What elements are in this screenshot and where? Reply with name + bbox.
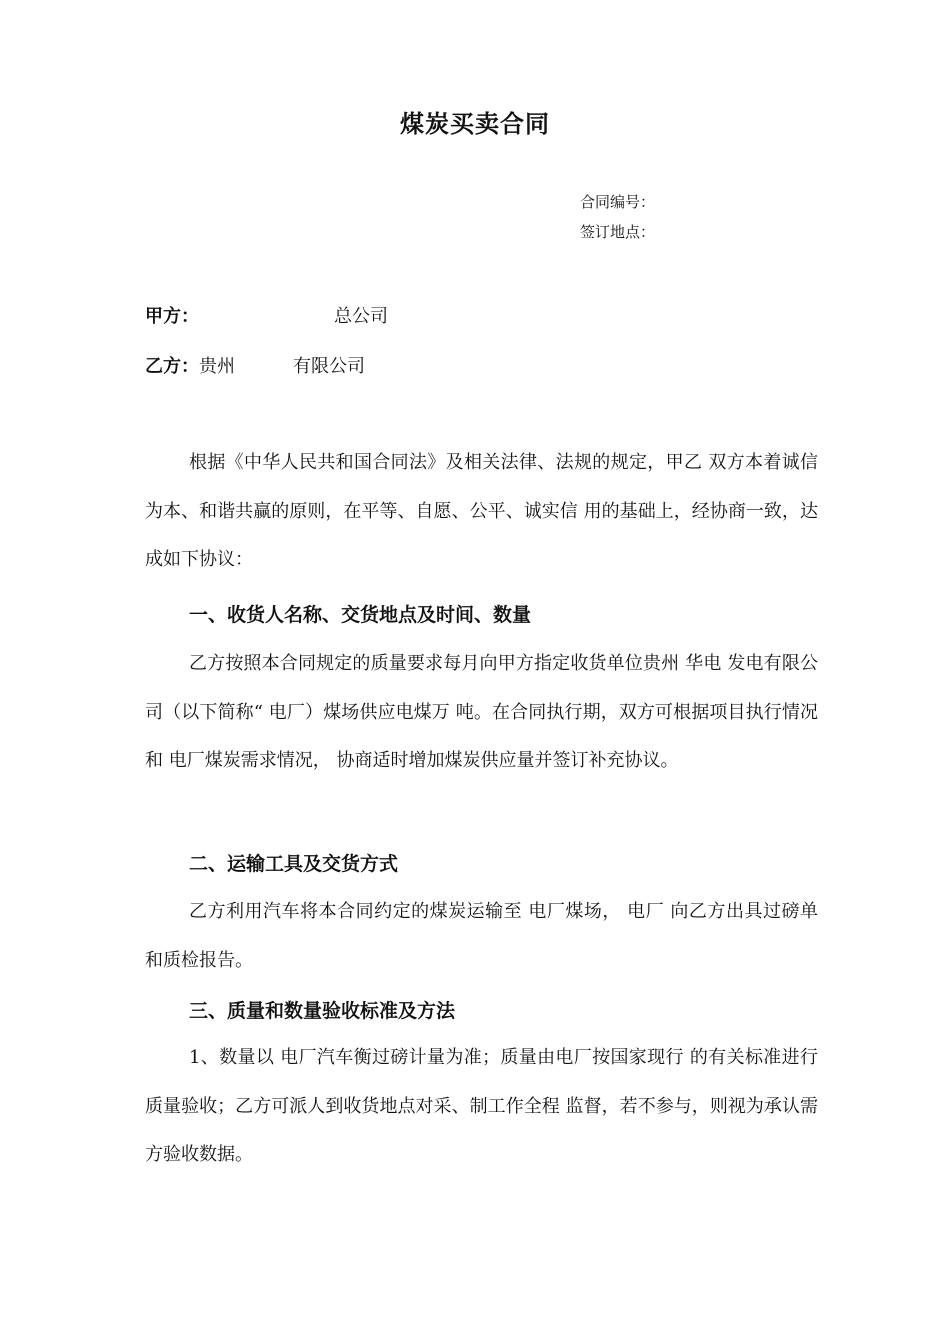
intro-paragraph: 根据《中华人民共和国合同法》及相关法律、法规的规定，甲乙 双方本着诚信为本、和谐共赢的原则，在平等、自愿、公平、诚实信 用的基础上，经协商一致，达成如下协议： <box>145 452 818 570</box>
section-3-body: 1、数量以 电厂汽车衡过磅计量为准；质量由电厂按国家现行 的有关标准进行质量验收；乙方可派人到收货地点对采、制工作全程 监督，若不参与，则视为承认需方验收数据。 <box>145 1047 818 1165</box>
party-b-prefix: 贵州 <box>199 356 235 377</box>
contract-number-label: 合同编号： <box>580 193 656 211</box>
party-b-line <box>145 352 365 378</box>
section-2-heading: 二、运输工具及交货方式 <box>189 853 399 875</box>
party-a-name: 总公司 <box>334 306 388 327</box>
party-a-label: 甲方： <box>145 306 199 327</box>
section-1-body: 乙方按照本合同规定的质量要求每月向甲方指定收货单位贵州 华电 发电有限公司（以下简称“ 电厂）煤场供应电煤万 吨。在合同执行期，双方可根据项目执行情况和 电厂煤炭需求情况， 协商适时增加煤炭供应量并签订补充协议。 <box>145 653 818 771</box>
party-a-line <box>145 302 388 328</box>
party-b-label: 乙方： <box>145 356 199 377</box>
party-b-name: 有限公司 <box>293 356 365 377</box>
signing-place-label: 签订地点： <box>580 223 656 241</box>
document-title: 煤炭买卖合同 <box>400 110 550 138</box>
section-2-body: 乙方利用汽车将本合同约定的煤炭运输至 电厂煤场， 电厂 向乙方出具过磅单和质检报告。 <box>145 901 818 971</box>
section-3-heading: 三、质量和数量验收标准及方法 <box>189 1000 456 1022</box>
section-1-heading: 一、收货人名称、交货地点及时间、数量 <box>189 604 532 626</box>
